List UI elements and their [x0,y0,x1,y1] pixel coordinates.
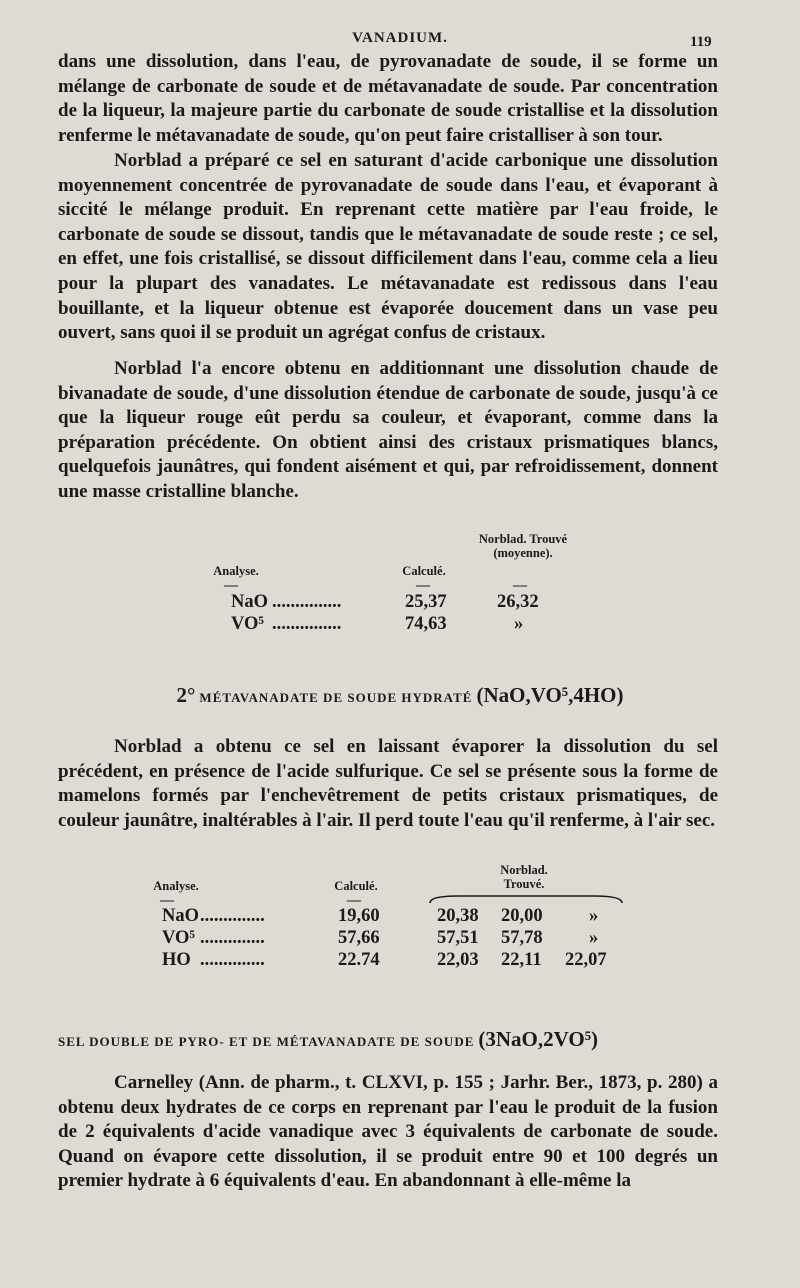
table1-header-trouve: Norblad. Trouvé (moyenne). [478,532,568,560]
table2-header-calcule: Calculé. [334,879,378,893]
table2-row-value: 57,51 [437,928,479,948]
table2-row-value: 22,07 [565,950,607,970]
section2-prefix: 2° [176,683,196,707]
table2-row-label: NaO [162,906,199,926]
paragraph-1: dans une dissolution, dans l'eau, de pyrovanadate de soude, il se forme un mélange de carbonate de soude et de métavanadate de soude. Par concentration de la liqueur, la majeure partie du carbonate de soude cristallise et la dissolution renferme le métavanadate de soude, qu'on peut faire cristalliser à son tour. [58,51,718,146]
table2-row-value: » [589,906,599,926]
section3-formula: (3NaO,2VO⁵) [478,1027,599,1051]
table2-header-analyse: Analyse. [153,879,199,893]
table2-dash: — [347,893,361,908]
table2-row-value: 20,38 [437,906,479,926]
table1-header-calcule: Calculé. [402,564,446,578]
section3-title: SEL DOUBLE DE PYRO- ET DE MÉTAVANADATE DE SOUDE [58,1034,475,1049]
table2-row-value: 20,00 [501,906,543,926]
table2-row-value: 22,11 [501,950,542,970]
table2-row-leader: .............. [200,906,265,926]
table1-dash: — [224,578,238,593]
table2-row-calc: 57,66 [338,928,380,948]
table1-header-analyse: Analyse. [213,564,259,578]
table1-row-calc: 25,37 [405,592,447,612]
table2-row-label: VO⁵ [162,928,195,948]
table1-dash: — [513,578,527,593]
table1-row-leader: ............... [272,614,342,634]
table2-row-label: HO [162,950,191,970]
paragraph-3: Norblad l'a encore obtenu en additionnant une dissolution chaude de bivanadate de soude, d'une dissolution étendue de carbonate de soude, jusqu'à ce que la liqueur rouge eût perdu sa couleur, et évaporant, comme dans la préparation précédente. On obtient ainsi des cristaux prismatiques blancs, quelquefois jaunâtres, qui fondent aisément et qui, par refroidissement, donnent une masse cristalline blanche. [58,358,718,502]
page-number: 119 [690,34,712,50]
table2-dash: — [160,893,174,908]
paragraph-5: Carnelley (Ann. de pharm., t. CLXVI, p. 155 ; Jarhr. Ber., 1873, p. 280) a obtenu deux hydrates de ce corps en reprenant par l'eau le produit de la fusion de 2 équivalents d'acide vanadique avec 3 équivalents de carbonate de soude. Quand on évapore cette dissolution, il se produit entre 90 et 100 degrés un premier hydrate à 6 équivalents d'eau. En abandonnant à elle-même la [58,1072,718,1192]
table1-row-label: VO⁵ [231,614,264,634]
section-title-3 [58,1027,598,1052]
table2-row-calc: 19,60 [338,906,380,926]
table2-header-trouve: Norblad. Trouvé. [500,863,548,891]
section-title-2 [0,683,800,708]
table2-row-value: 57,78 [501,928,543,948]
section2-title: MÉTAVANADATE DE SOUDE HYDRATÉ [199,690,473,705]
table2-row-value: » [589,928,599,948]
table1-row-label: NaO [231,592,268,612]
table1-row-found: 26,32 [497,592,539,612]
paragraph-4: Norblad a obtenu ce sel en laissant évaporer la dissolution du sel précédent, en présence de l'acide sulfurique. Ce sel se présente sous la forme de mamelons formés par l'enchevêtrement de petits cristaux prismatiques, de couleur jaunâtre, inaltérables à l'air. Il perd toute l'eau qu'il renferme, à l'air sec. [58,736,718,831]
table1-dash: — [416,578,430,593]
section2-formula: (NaO,VO⁵,4HO) [476,683,624,707]
table2-row-leader: .............. [200,950,265,970]
running-header: VANADIUM. [352,30,448,46]
table1-row-calc: 74,63 [405,614,447,634]
table2-row-value: 22,03 [437,950,479,970]
table2-brace [428,893,624,905]
table2-row-calc: 22.74 [338,950,380,970]
table1-row-leader: ............... [272,592,342,612]
paragraph-2: Norblad a préparé ce sel en saturant d'acide carbonique une dissolution moyennement concentrée de pyrovanadate de soude dans l'eau, et évaporant à siccité le mélange produit. En reprenant cette matière par l'eau froide, le carbonate de soude se dissout, tandis que le métavanadate de soude reste ; ce sel, en effet, une fois cristallisé, se dissout difficilement dans l'eau, comme cela a lieu pour la plupart des vanadates. Le métavanadate est redissous dans l'eau bouillante, et la liqueur obtenue est évaporée doucement dans un vase peu ouvert, sans quoi il se produit un agrégat confus de cristaux. [58,150,718,344]
table1-row-found: » [514,614,524,634]
table2-row-leader: .............. [200,928,265,948]
